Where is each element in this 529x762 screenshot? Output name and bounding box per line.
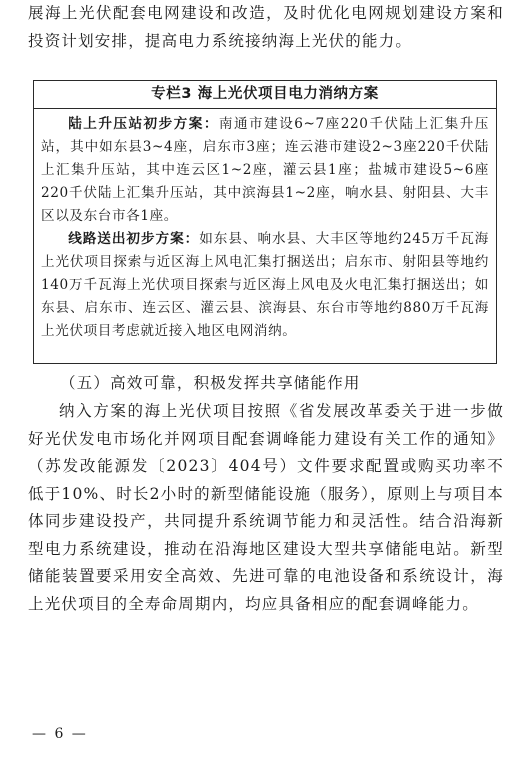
panel-paragraph-lead: 陆上升压站初步方案：: [68, 116, 219, 132]
panel-paragraph-transmission: [41, 228, 489, 343]
page-number: — 6 —: [32, 726, 88, 742]
panel-paragraph-substation: [41, 113, 489, 228]
body-paragraph: 纳入方案的海上光伏项目按照《省发展改革委关于进一步做好光伏发电市场化并网项目配套调峰能力建设有关工作的通知》（苏发改能源发〔2023〕404号）文件要求配置或购买功率不低于10%、时长2小时的新型储能设施（服务），原则上与项目本体同步建设投产，共同提升系统调节能力和灵活性。结合沿海新型电力系统建设，推动在沿海地区建设大型共享储能电站。新型储能装置要采用安全高效、先进可靠的电池设备和系统设计，海上光伏项目的全寿命周期内，均应具备相应的配套调峰能力。: [28, 402, 504, 613]
info-panel: [33, 80, 497, 364]
intro-paragraph: 展海上光伏配套电网建设和改造，及时优化电网规划建设方案和投资计划安排，提高电力系统接纳海上光伏的能力。: [28, 4, 504, 50]
panel-paragraph-text: 南通市建设6~7座220千伏陆上汇集升压站，其中如东县3~4座，启东市3座；连云港市建设2~3座220千伏陆上汇集升压站，其中连云区1~2座，灌云县1座；盐城市建设5~6座220千伏陆上汇集升压站，其中滨海县1~2座，响水县、射阳县、大丰区以及东台市各1座。: [41, 116, 490, 224]
panel-paragraph-text: 如东县、响水县、大丰区等地约245万千瓦海上光伏项目探索与近区海上风电汇集打捆送出；启东市、射阳县等地约140万千瓦海上光伏项目探索与近区海上风电及火电汇集打捆送出；如东县、启东市、连云区、灌云县、滨海县、东台市等地约880万千瓦海上光伏项目考虑就近接入地区电网消纳。: [41, 231, 490, 339]
panel-body: [34, 109, 496, 343]
section-heading: （五）高效可靠，积极发挥共享储能作用: [60, 374, 361, 392]
panel-paragraph-lead: 线路送出初步方案：: [68, 231, 200, 247]
panel-title: 专栏3 海上光伏项目电力消纳方案: [34, 81, 496, 109]
